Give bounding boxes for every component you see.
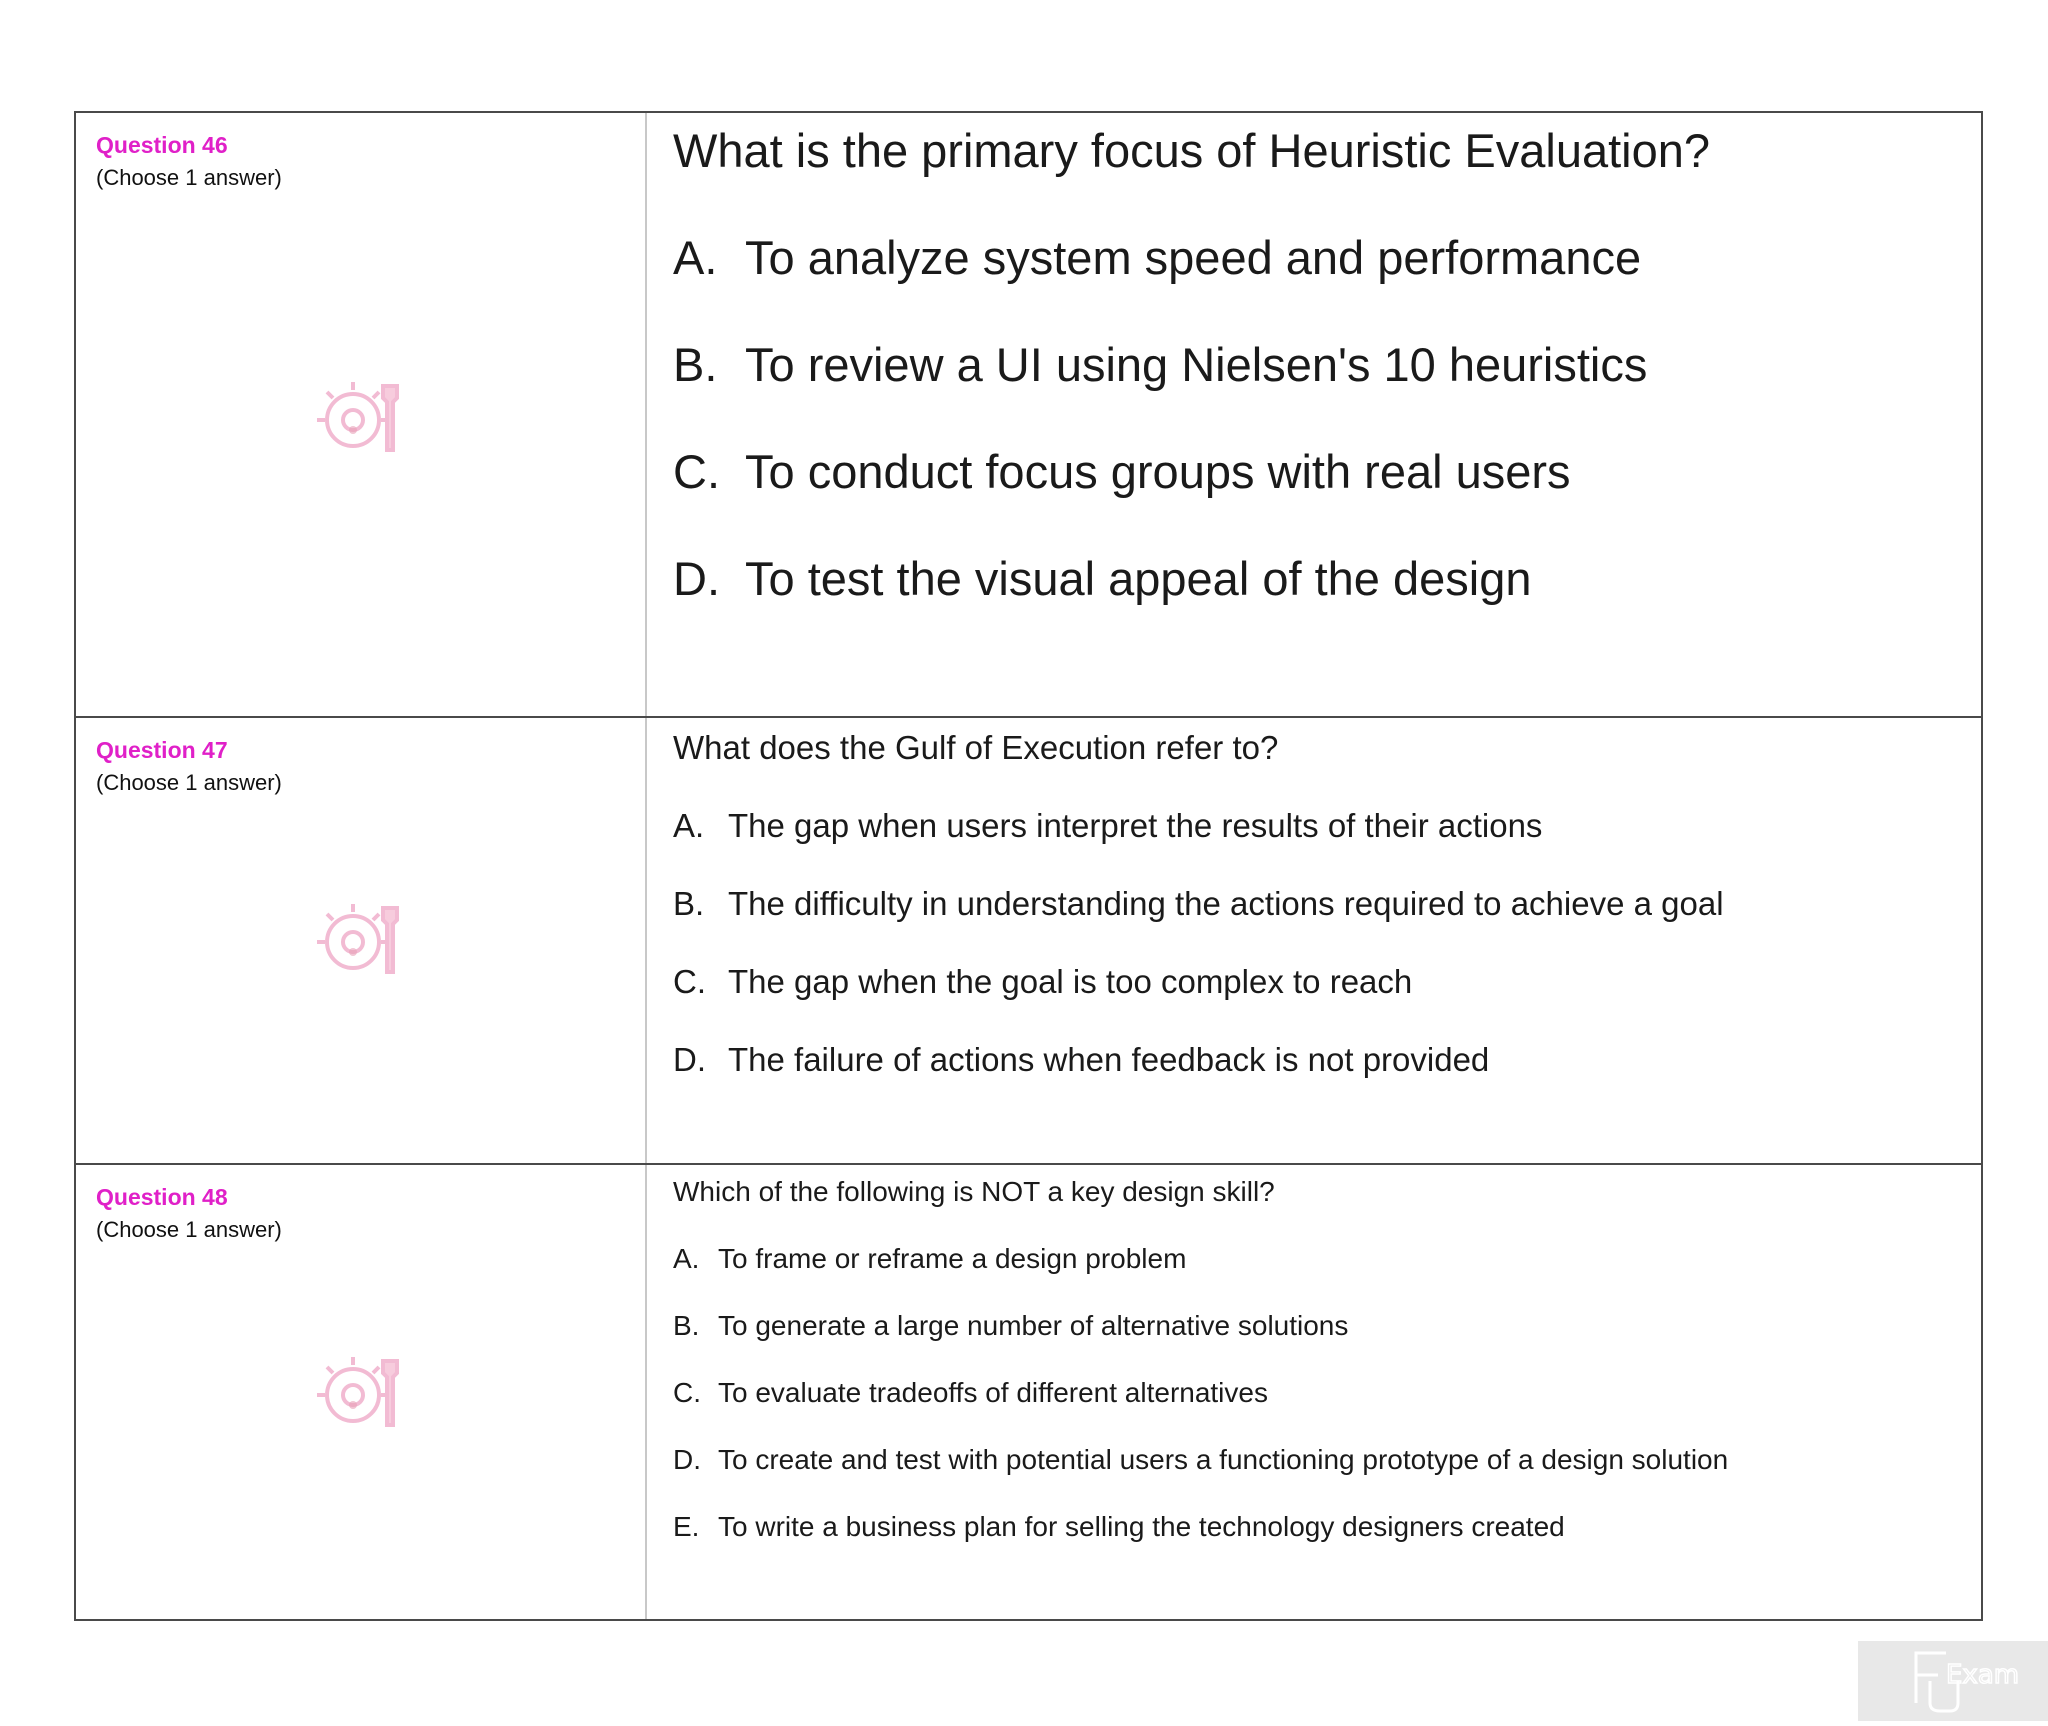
- question-text: What is the primary focus of Heuristic Evaluation?: [673, 124, 1711, 177]
- answer-option[interactable]: [673, 884, 1981, 924]
- question-content-cell: [647, 113, 1981, 716]
- watermark-brand-text: Exam: [1946, 1660, 2020, 1690]
- fu-exam-watermark: [1858, 1641, 2048, 1721]
- question-row: [76, 113, 1981, 718]
- question-number: Question 47: [96, 737, 228, 763]
- question-hint: (Choose 1 answer): [96, 165, 282, 190]
- option-letter: C.: [673, 1377, 701, 1408]
- question-text: What does the Gulf of Execution refer to?: [673, 729, 1279, 766]
- question-row: [76, 718, 1981, 1165]
- answer-option[interactable]: [673, 1040, 1981, 1080]
- answer-option[interactable]: [673, 1443, 1981, 1477]
- question-hint: (Choose 1 answer): [96, 1217, 282, 1242]
- option-text: To frame or reframe a design problem: [718, 1243, 1187, 1274]
- answer-option[interactable]: [673, 1376, 1981, 1410]
- option-text: To conduct focus groups with real users: [745, 445, 1571, 498]
- answer-option[interactable]: [673, 1510, 1981, 1544]
- option-letter: C.: [673, 445, 720, 498]
- answer-option[interactable]: [673, 337, 1981, 393]
- option-letter: A.: [673, 807, 705, 844]
- option-text: To create and test with potential users a functioning prototype of a design solution: [718, 1444, 1729, 1475]
- option-text: To evaluate tradeoffs of different alternatives: [718, 1377, 1268, 1408]
- option-text: To review a UI using Nielsen's 10 heuristics: [745, 338, 1648, 391]
- gear-wrench-stamp-icon: [313, 890, 413, 990]
- question-meta-cell: [76, 113, 647, 716]
- question-content-cell: [647, 1165, 1981, 1619]
- question-meta-cell: [76, 718, 647, 1163]
- option-letter: D.: [673, 1444, 701, 1475]
- option-letter: B.: [673, 338, 718, 391]
- question-text: Which of the following is NOT a key design skill?: [673, 1176, 1275, 1207]
- option-letter: D.: [673, 552, 720, 605]
- question-meta-cell: [76, 1165, 647, 1619]
- option-text: The gap when users interpret the results of their actions: [728, 807, 1543, 844]
- option-letter: B.: [673, 885, 705, 922]
- question-number: Question 48: [96, 1184, 228, 1210]
- answer-option[interactable]: [673, 444, 1981, 500]
- option-text: The failure of actions when feedback is not provided: [728, 1041, 1490, 1078]
- option-letter: C.: [673, 963, 706, 1000]
- gear-wrench-stamp-icon: [313, 368, 413, 468]
- answer-option[interactable]: [673, 230, 1981, 286]
- option-letter: A.: [673, 231, 718, 284]
- answer-option[interactable]: [673, 1309, 1981, 1343]
- question-row: [76, 1165, 1981, 1619]
- option-letter: B.: [673, 1310, 700, 1341]
- option-letter: E.: [673, 1511, 700, 1542]
- option-text: To write a business plan for selling the technology designers created: [718, 1511, 1565, 1542]
- gear-wrench-stamp-icon: [313, 1343, 413, 1443]
- fu-exam-logo-icon: [1858, 1641, 2048, 1721]
- answer-option[interactable]: [673, 962, 1981, 1002]
- option-letter: D.: [673, 1041, 706, 1078]
- question-number: Question 46: [96, 132, 228, 158]
- option-text: To test the visual appeal of the design: [745, 552, 1532, 605]
- option-text: The difficulty in understanding the actions required to achieve a goal: [728, 885, 1724, 922]
- question-table: [74, 111, 1983, 1621]
- answer-option[interactable]: [673, 1242, 1981, 1276]
- answer-option[interactable]: [673, 806, 1981, 846]
- option-text: To analyze system speed and performance: [745, 231, 1642, 284]
- option-text: The gap when the goal is too complex to reach: [728, 963, 1413, 1000]
- question-content-cell: [647, 718, 1981, 1163]
- option-text: To generate a large number of alternative solutions: [718, 1310, 1349, 1341]
- option-letter: A.: [673, 1243, 700, 1274]
- question-hint: (Choose 1 answer): [96, 770, 282, 795]
- answer-option[interactable]: [673, 551, 1981, 607]
